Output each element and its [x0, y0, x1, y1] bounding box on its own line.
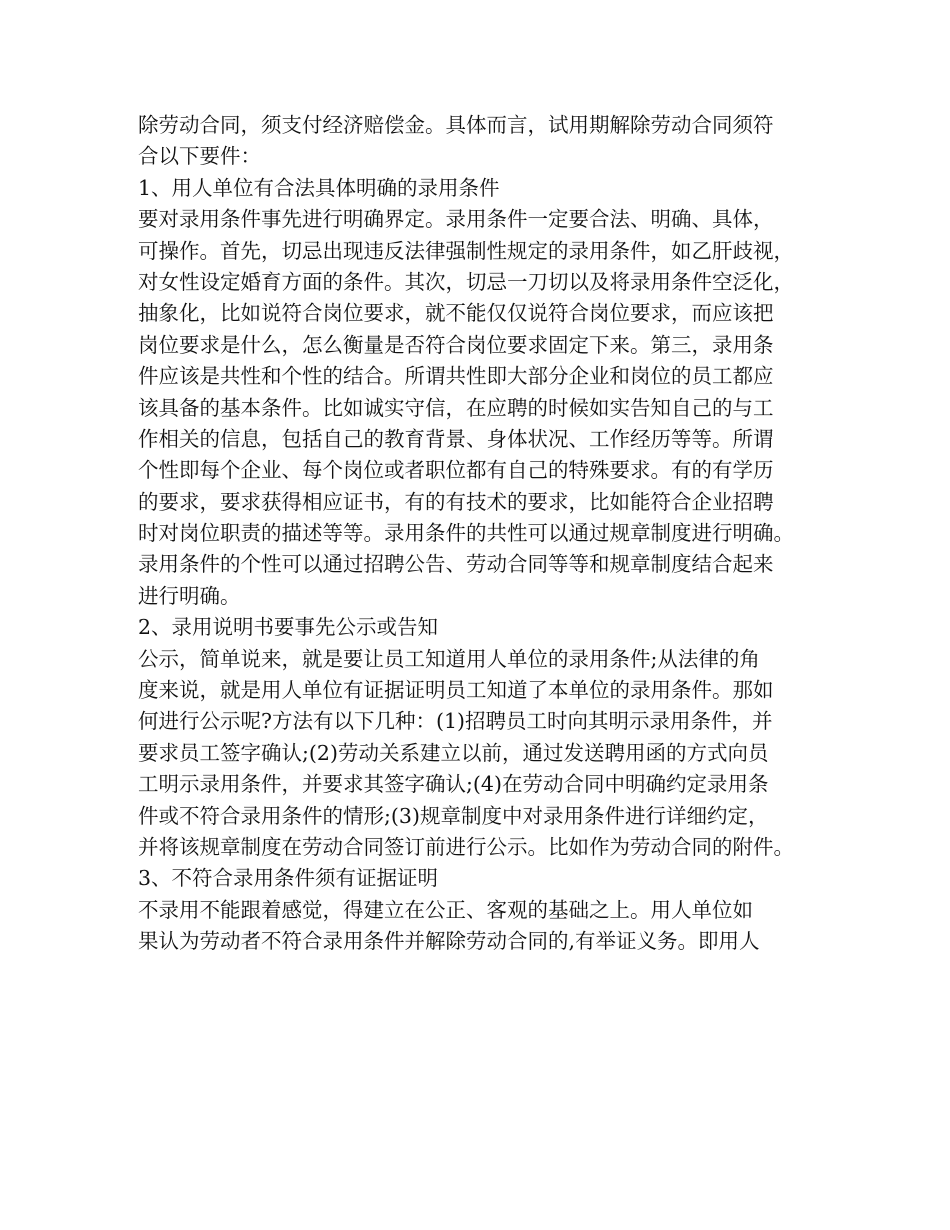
text-line: 果认为劳动者不符合录用条件并解除劳动合同的,有举证义务。即用人	[138, 929, 760, 954]
text-line: 件或不符合录用条件的情形;(3)规章制度中对录用条件进行详细约定，	[138, 803, 769, 828]
text-line: 何进行公示呢?方法有以下几种：(1)招聘员工时向其明示录用条件，并	[138, 709, 773, 734]
text-line: 时对岗位职责的描述等等。录用条件的共性可以通过规章制度进行明确。	[138, 521, 794, 546]
text-line: 可操作。首先，切忌出现违反法律强制性规定的录用条件，如乙肝歧视，	[138, 238, 794, 263]
text-line: 除劳动合同，须支付经济赔偿金。具体而言，试用期解除劳动合同须符	[138, 113, 774, 137]
section-heading-1: 1、用人单位有合法具体明确的录用条件	[138, 175, 500, 200]
text-line: 要对录用条件事先进行明确界定。录用条件一定要合法、明确、具体，	[138, 207, 774, 232]
text-line: 进行明确。	[138, 583, 241, 608]
text-line: 并将该规章制度在劳动合同签订前进行公示。比如作为劳动合同的附件。	[138, 834, 794, 859]
text-line: 抽象化，比如说符合岗位要求，就不能仅仅说符合岗位要求，而应该把	[138, 301, 774, 326]
text-line: 度来说，就是用人单位有证据证明员工知道了本单位的录用条件。那如	[138, 678, 774, 703]
text-line: 工明示录用条件，并要求其签字确认;(4)在劳动合同中明确约定录用条	[138, 772, 769, 797]
document-body	[138, 110, 818, 958]
text-line: 个性即每个企业、每个岗位或者职位都有自己的特殊要求。有的有学历	[138, 458, 774, 483]
text-line: 的要求，要求获得相应证书，有的有技术的要求，比如能符合企业招聘	[138, 489, 774, 514]
text-line: 件应该是共性和个性的结合。所谓共性即大部分企业和岗位的员工都应	[138, 364, 774, 389]
text-line: 录用条件的个性可以通过招聘公告、劳动合同等等和规章制度结合起来	[138, 552, 774, 577]
section-heading-3: 3、不符合录用条件须有证据证明	[138, 866, 439, 891]
text-line: 作相关的信息，包括自己的教育背景、身体状况、工作经历等等。所谓	[138, 426, 774, 451]
text-line: 该具备的基本条件。比如诚实守信，在应聘的时候如实告知自己的与工	[138, 395, 774, 420]
text-line: 要求员工签字确认;(2)劳动关系建立以前，通过发送聘用函的方式向员	[138, 740, 769, 765]
section-heading-2: 2、录用说明书要事先公示或告知	[138, 615, 439, 640]
text-line: 合以下要件：	[138, 144, 261, 169]
text-line: 不录用不能跟着感觉，得建立在公正、客观的基础之上。用人单位如	[138, 897, 753, 922]
text-line: 公示，简单说来，就是要让员工知道用人单位的录用条件;从法律的角	[138, 646, 760, 671]
text-line: 岗位要求是什么，怎么衡量是否符合岗位要求固定下来。第三，录用条	[138, 332, 774, 357]
text-line: 对女性设定婚育方面的条件。其次，切忌一刀切以及将录用条件空泛化，	[138, 269, 794, 294]
